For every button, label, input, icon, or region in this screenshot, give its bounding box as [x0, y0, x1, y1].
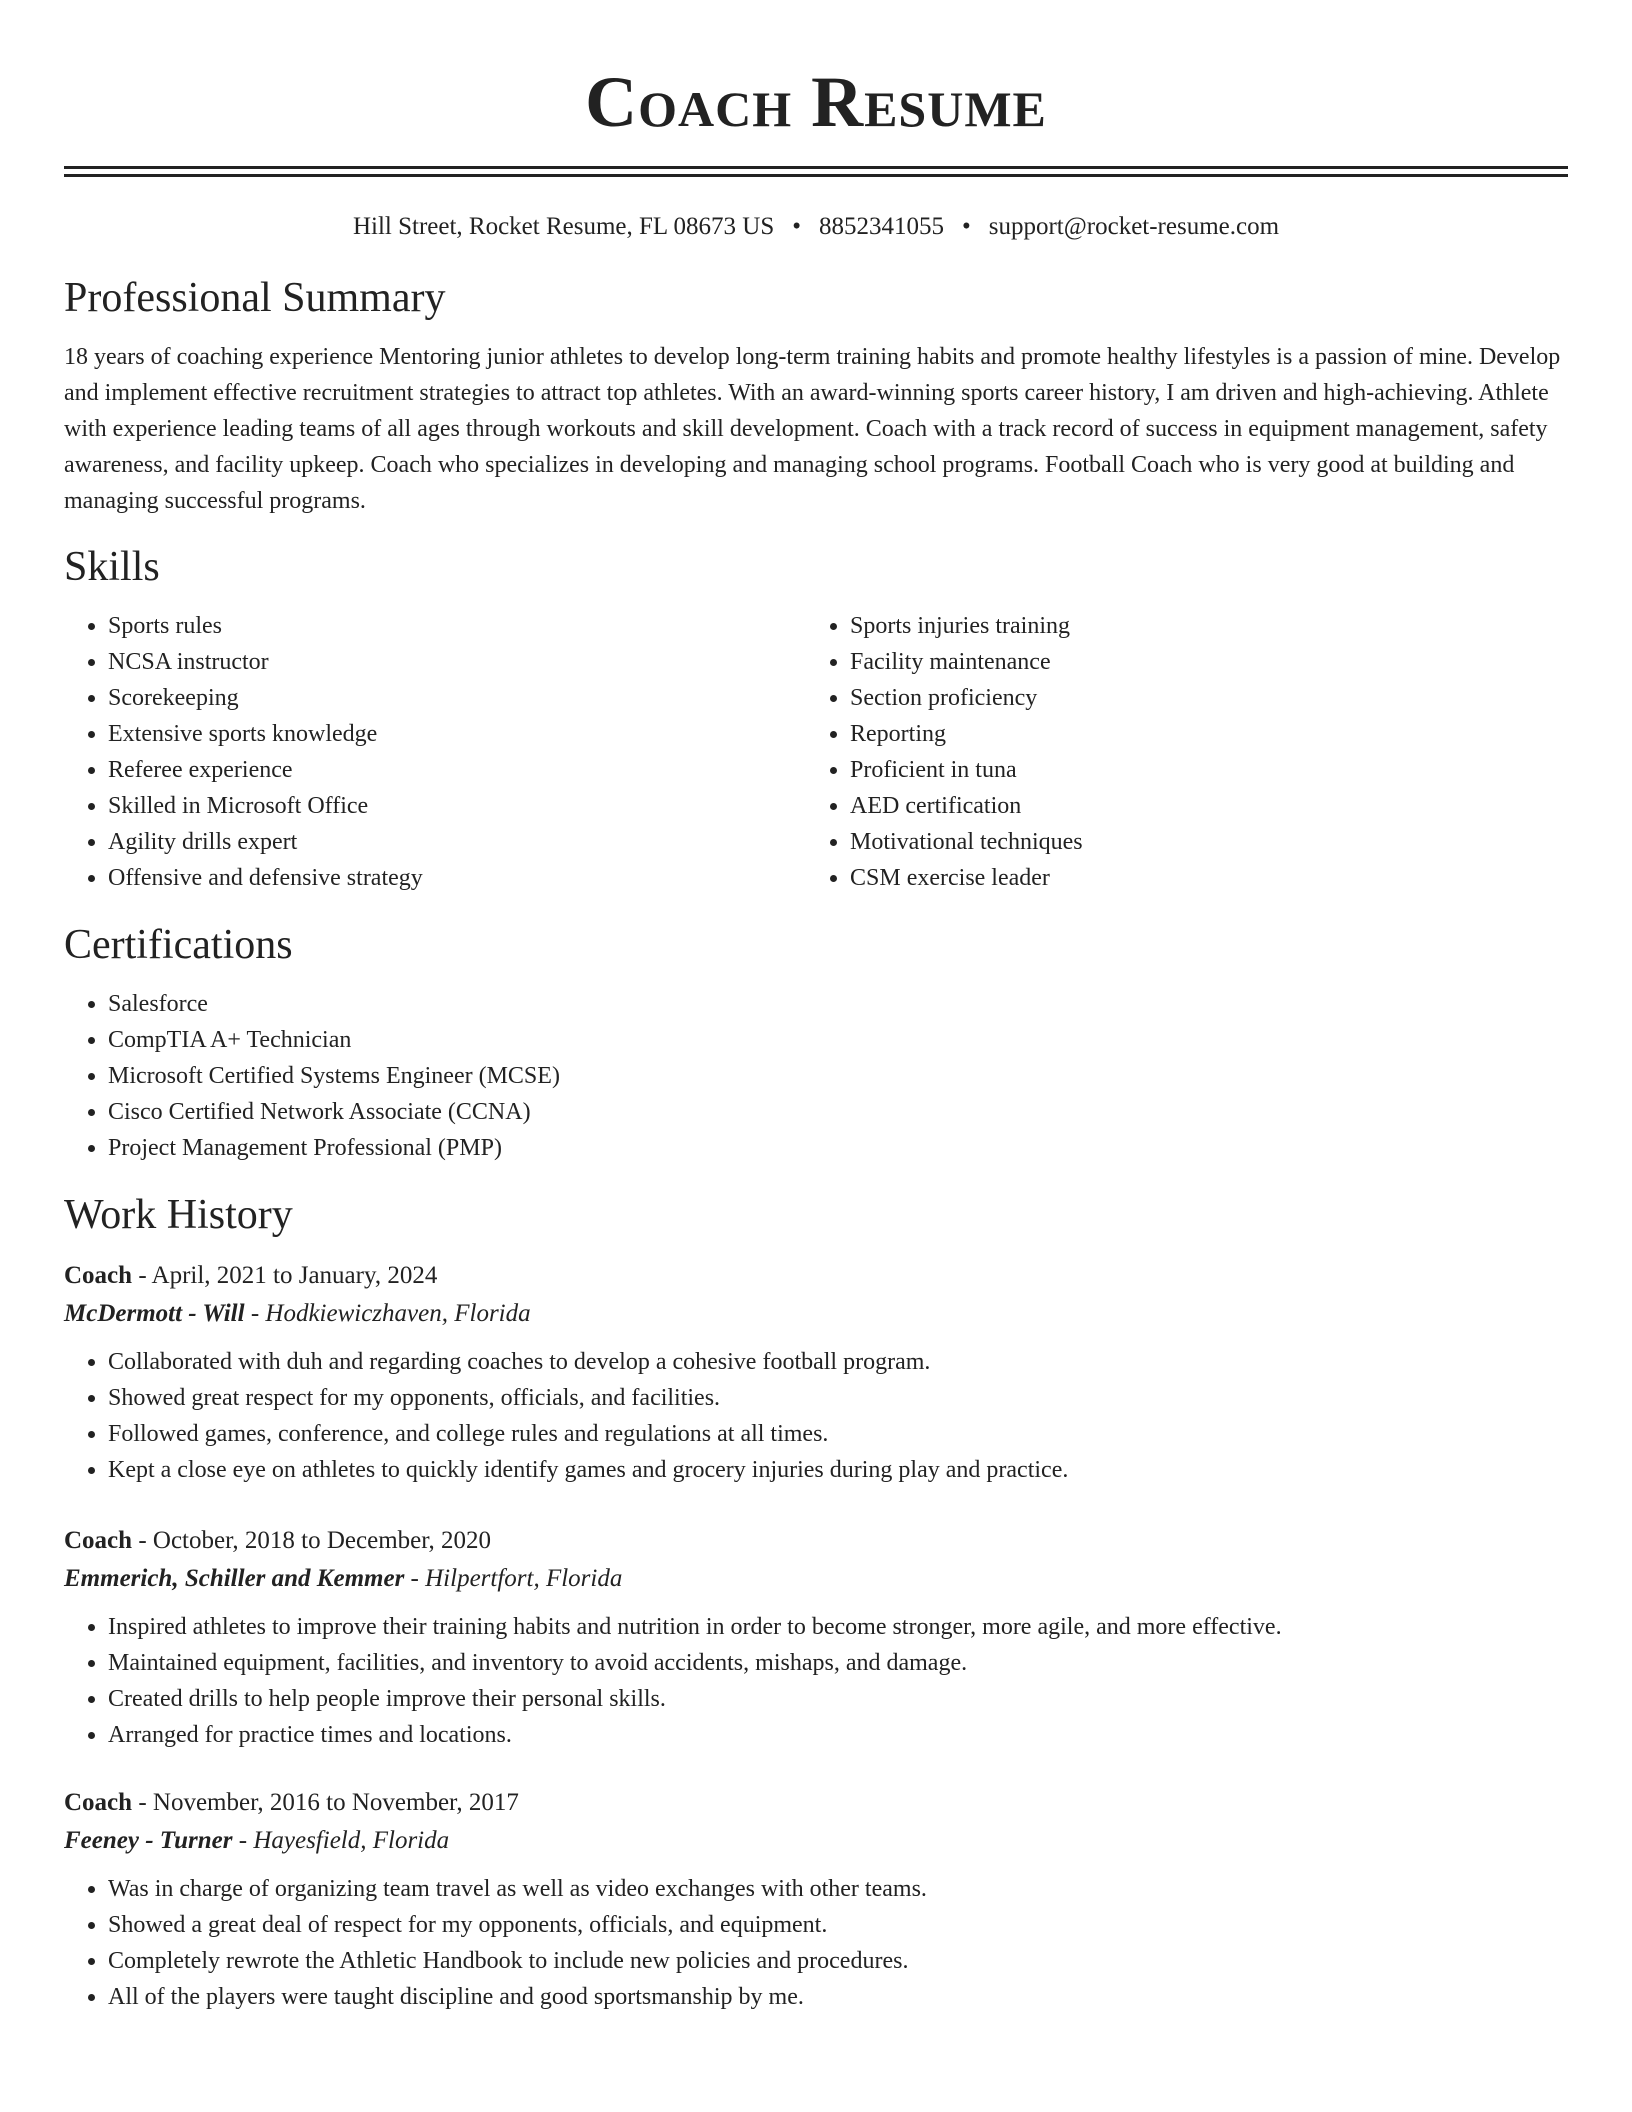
summary-heading: Professional Summary [64, 275, 446, 321]
title-divider-bottom [64, 174, 1568, 177]
resume-content [64, 0, 1568, 2015]
job-duty-item: • All of the players were taught discipline and good sportsmanship by me. [108, 1979, 1568, 2015]
skills-list [64, 608, 1568, 896]
job-duty-item: • Inspired athletes to improve their training habits and nutrition in order to become stronger, more agile, and more effective. [108, 1609, 1568, 1645]
skill-item: • Facility maintenance [850, 644, 1548, 680]
summary-text: 18 years of coaching experience Mentoring junior athletes to develop long-term training habits and promote healthy lifestyles is a passion of mine. Develop and implement effective recruitment strategies to attract top athletes. With an award-winning sports career history, I am driven and high-achieving. Athlete with experience leading teams of all ages through workouts and skill development. Coach with a track record of success in equipment management, safety awareness, and facility upkeep. Coach who specializes in developing and managing school programs. Football Coach who is very good at building and managing successful programs. [64, 344, 1561, 514]
skill-item: • Offensive and defensive strategy [108, 860, 806, 896]
skill-item: • Section proficiency [850, 680, 1548, 716]
contact-separator: • [792, 213, 801, 240]
certifications-heading: Certifications [64, 922, 293, 968]
job-dates: April, 2021 to January, 2024 [151, 1262, 438, 1289]
job-location: Hodkiewiczhaven, Florida [265, 1300, 531, 1327]
job-entry [64, 1258, 1568, 1488]
work-history-heading: Work History [64, 1192, 293, 1238]
job-duties-list [64, 1609, 1568, 1753]
job-dates: November, 2016 to November, 2017 [152, 1789, 519, 1816]
job-company: Feeney - Turner [64, 1827, 233, 1854]
job-duty-item: • Showed great respect for my opponents, officials, and facilities. [108, 1380, 1568, 1416]
skill-item: • Reporting [850, 716, 1548, 752]
job-role: Coach [64, 1527, 133, 1554]
job-title-line [64, 1785, 1568, 1821]
skills-heading: Skills [64, 544, 160, 590]
contact-phone: 8852341055 [818, 213, 944, 240]
skill-item: • Agility drills expert [108, 824, 806, 860]
skill-item: • Motivational techniques [850, 824, 1548, 860]
certifications-items [64, 986, 1568, 1166]
job-dash: - [132, 1262, 152, 1289]
job-company: McDermott - Will [64, 1300, 245, 1327]
job-duty-item: • Arranged for practice times and locations. [108, 1717, 1568, 1753]
certification-item: • CompTIA A+ Technician [108, 1022, 1568, 1058]
title-divider-top [64, 166, 1568, 169]
certification-item: • Microsoft Certified Systems Engineer (MCSE) [108, 1058, 1568, 1094]
job-company-line [64, 1821, 1568, 1861]
job-entry [64, 1523, 1568, 1753]
job-location: Hayesfield, Florida [253, 1827, 450, 1854]
job-entry [64, 1785, 1568, 2015]
skill-item: • NCSA instructor [108, 644, 806, 680]
job-duty-item: • Showed a great deal of respect for my opponents, officials, and equipment. [108, 1907, 1568, 1943]
skills-column-right [806, 608, 1548, 896]
contact-separator: • [961, 213, 971, 240]
contact-email: support@rocket-resume.com [988, 213, 1280, 240]
job-duty-item: • Followed games, conference, and college rules and regulations at all times. [108, 1416, 1568, 1452]
resume-title: Coach Resume [585, 62, 1047, 142]
job-title-line [64, 1523, 1568, 1559]
job-duty-item: • Created drills to help people improve their personal skills. [108, 1681, 1568, 1717]
skills-left-list [64, 608, 806, 896]
skill-item: • Skilled in Microsoft Office [108, 788, 806, 824]
skill-item: • Sports injuries training [850, 608, 1548, 644]
skill-item: • CSM exercise leader [850, 860, 1548, 896]
job-duty-item: • Completely rewrote the Athletic Handbook to include new policies and procedures. [108, 1943, 1568, 1979]
job-location: Hilpertfort, Florida [425, 1565, 623, 1592]
skill-item: • Referee experience [108, 752, 806, 788]
certification-item: • Salesforce [108, 986, 1568, 1022]
job-dash: - [132, 1527, 153, 1554]
skill-item: • Scorekeeping [108, 680, 806, 716]
contact-line [64, 211, 1568, 243]
job-duty-item: • Collaborated with duh and regarding coaches to develop a cohesive football program. [108, 1344, 1568, 1380]
job-duties-list [64, 1344, 1568, 1488]
skill-item: • Sports rules [108, 608, 806, 644]
job-duty-item: • Was in charge of organizing team travel as well as video exchanges with other teams. [108, 1871, 1568, 1907]
certification-item: • Project Management Professional (PMP) [108, 1130, 1568, 1166]
job-dash: - [232, 1827, 254, 1854]
job-company: Emmerich, Schiller and Kemmer [64, 1565, 405, 1592]
job-duty-item: • Maintained equipment, facilities, and inventory to avoid accidents, mishaps, and damage. [108, 1645, 1568, 1681]
work-history-list [64, 1258, 1568, 2015]
job-dash: - [244, 1300, 266, 1327]
contact-address: Hill Street, Rocket Resume, FL 08673 US [352, 213, 775, 240]
job-duty-item: • Kept a close eye on athletes to quickly identify games and grocery injuries during play and practice. [108, 1452, 1568, 1488]
job-duties-list [64, 1871, 1568, 2015]
certification-item: • Cisco Certified Network Associate (CCNA) [108, 1094, 1568, 1130]
job-dash: - [404, 1565, 426, 1592]
skill-item: • AED certification [850, 788, 1548, 824]
job-company-line [64, 1559, 1568, 1599]
job-role: Coach [64, 1262, 133, 1289]
job-title-line [64, 1258, 1568, 1294]
certifications-list [64, 986, 1568, 1166]
job-dash: - [132, 1789, 153, 1816]
skill-item: • Proficient in tuna [850, 752, 1548, 788]
job-role: Coach [64, 1789, 133, 1816]
skill-item: • Extensive sports knowledge [108, 716, 806, 752]
skills-column-left [64, 608, 806, 896]
job-company-line [64, 1294, 1568, 1334]
job-dates: October, 2018 to December, 2020 [152, 1527, 492, 1554]
skills-right-list [806, 608, 1548, 896]
